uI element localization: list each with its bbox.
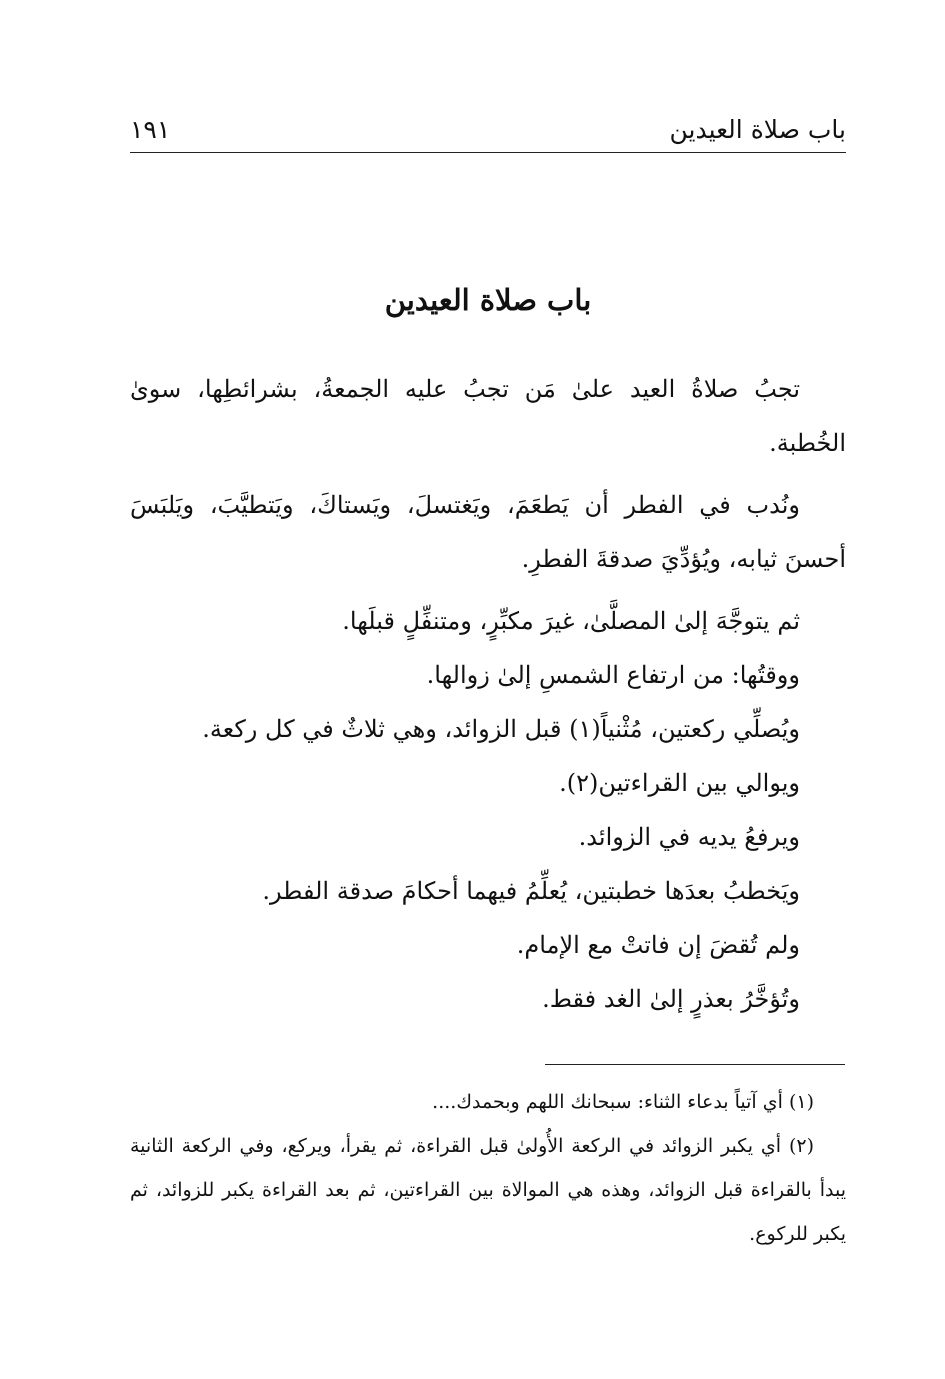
running-header-title: باب صلاة العيدين (669, 115, 846, 144)
paragraph: ويُصلِّي ركعتين، مُثْنياً(١) قبل الزوائد، وهي ثلاثٌ في كل ركعة. (202, 715, 800, 743)
paragraph: ونُدب في الفطر أن يَطعَمَ، ويَغتسلَ، ويَستاكَ، ويَتطيَّبَ، ويَلبَسَ أحسنَ ثيابه، ويُؤدِّيَ صدقةَ الفطرِ. (130, 491, 846, 573)
footnote: (٢) أي يكبر الزوائد في الركعة الأُولىٰ قبل القراءة، ثم يقرأ، ويركع، وفي الركعة الثانية يبدأ بالقراءة قبل الزوائد، وهذه هي الموالاة بين القراءتين، ثم بعد القراءة يكبر للزوائد، ثم يكبر للركوع. (130, 1135, 846, 1245)
running-header (130, 108, 846, 153)
paragraph: ولم تُقضَ إن فاتتْ مع الإمام. (516, 931, 800, 959)
page-number: ١٩١ (130, 115, 171, 144)
footnote-separator (545, 1064, 845, 1065)
paragraph: ويَخطبُ بعدَها خطبتين، يُعلِّمُ فيهما أحكامَ صدقة الفطر. (262, 877, 800, 905)
chapter-title: باب صلاة العيدين (384, 283, 592, 317)
paragraph: ويرفعُ يديه في الزوائد. (578, 823, 800, 851)
paragraph: وتُؤخَّرُ بعذرٍ إلىٰ الغد فقط. (542, 985, 800, 1013)
paragraph: ويوالي بين القراءتين(٢). (559, 769, 800, 797)
paragraph: تجبُ صلاةُ العيد علىٰ مَن تجبُ عليه الجمعةُ، بشرائطِها، سوىٰ الخُطبة. (130, 375, 846, 457)
footnote: (١) أي آتياً بدعاء الثناء: سبحانك اللهم وبحمدك.... (432, 1091, 814, 1113)
paragraph: ووقتُها: من ارتفاع الشمسِ إلىٰ زوالها. (426, 661, 800, 689)
paragraph: ثم يتوجَّهَ إلىٰ المصلَّىٰ، غيرَ مكبِّرٍ، ومتنفِّلٍ قبلَها. (342, 607, 800, 635)
footnotes (130, 1080, 846, 1256)
body-text (130, 362, 846, 1026)
